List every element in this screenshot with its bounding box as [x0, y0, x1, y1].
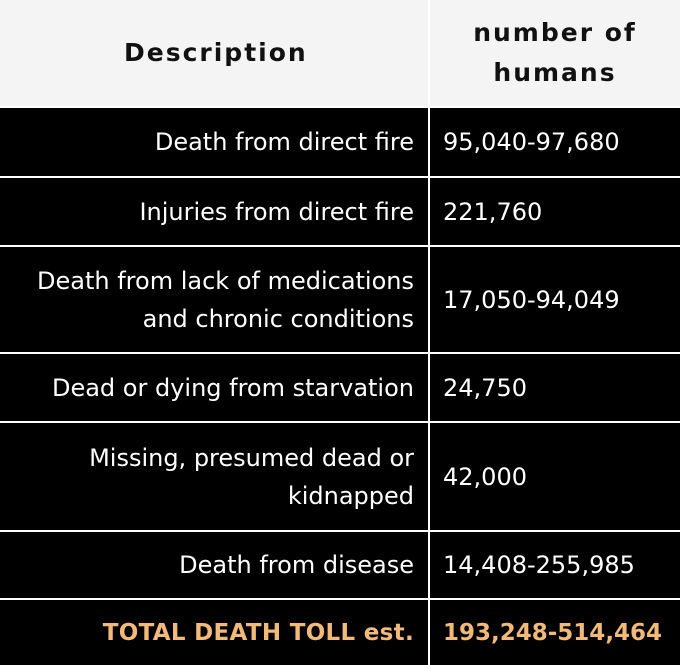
row-description-cell [0, 108, 428, 176]
row-count-cell [430, 247, 680, 352]
row-count: 24,750 [443, 373, 527, 402]
table-row [0, 108, 680, 176]
row-description-cell [0, 532, 428, 598]
row-count: 95,040-97,680 [443, 128, 620, 156]
row-description: Injuries from direct fire [139, 197, 414, 226]
total-count-cell [430, 600, 680, 665]
header-count [430, 0, 680, 106]
header-description-label: Description [124, 38, 308, 67]
row-count: 14,408-255,985 [443, 551, 635, 579]
table-row [0, 532, 680, 598]
table-row [0, 247, 680, 352]
total-description-cell [0, 600, 428, 665]
row-count-cell [430, 354, 680, 421]
header-count-label: number of humans [473, 18, 637, 87]
row-count: 17,050-94,049 [443, 285, 620, 314]
table-row [0, 354, 680, 421]
total-description: TOTAL DEATH TOLL est. [102, 619, 414, 646]
row-description: Missing, presumed dead or kidnapped [89, 443, 414, 510]
row-count-cell [430, 532, 680, 598]
table-total-row [0, 600, 680, 665]
table-row [0, 178, 680, 245]
row-description-cell [0, 354, 428, 421]
table-header-row [0, 0, 680, 106]
row-count: 42,000 [443, 462, 527, 491]
row-count: 221,760 [443, 197, 543, 226]
row-description: Death from disease [179, 551, 414, 579]
row-description-cell [0, 423, 428, 530]
row-count-cell [430, 108, 680, 176]
row-description: Dead or dying from starvation [51, 373, 414, 402]
row-description-cell [0, 178, 428, 245]
header-description [0, 0, 428, 106]
row-description: Death from direct fire [154, 128, 414, 156]
row-count-cell [430, 423, 680, 530]
row-description-cell [0, 247, 428, 352]
total-count: 193,248-514,464 [443, 619, 663, 646]
row-count-cell [430, 178, 680, 245]
table-row [0, 423, 680, 530]
row-description: Death from lack of medications and chronic conditions [37, 266, 414, 333]
